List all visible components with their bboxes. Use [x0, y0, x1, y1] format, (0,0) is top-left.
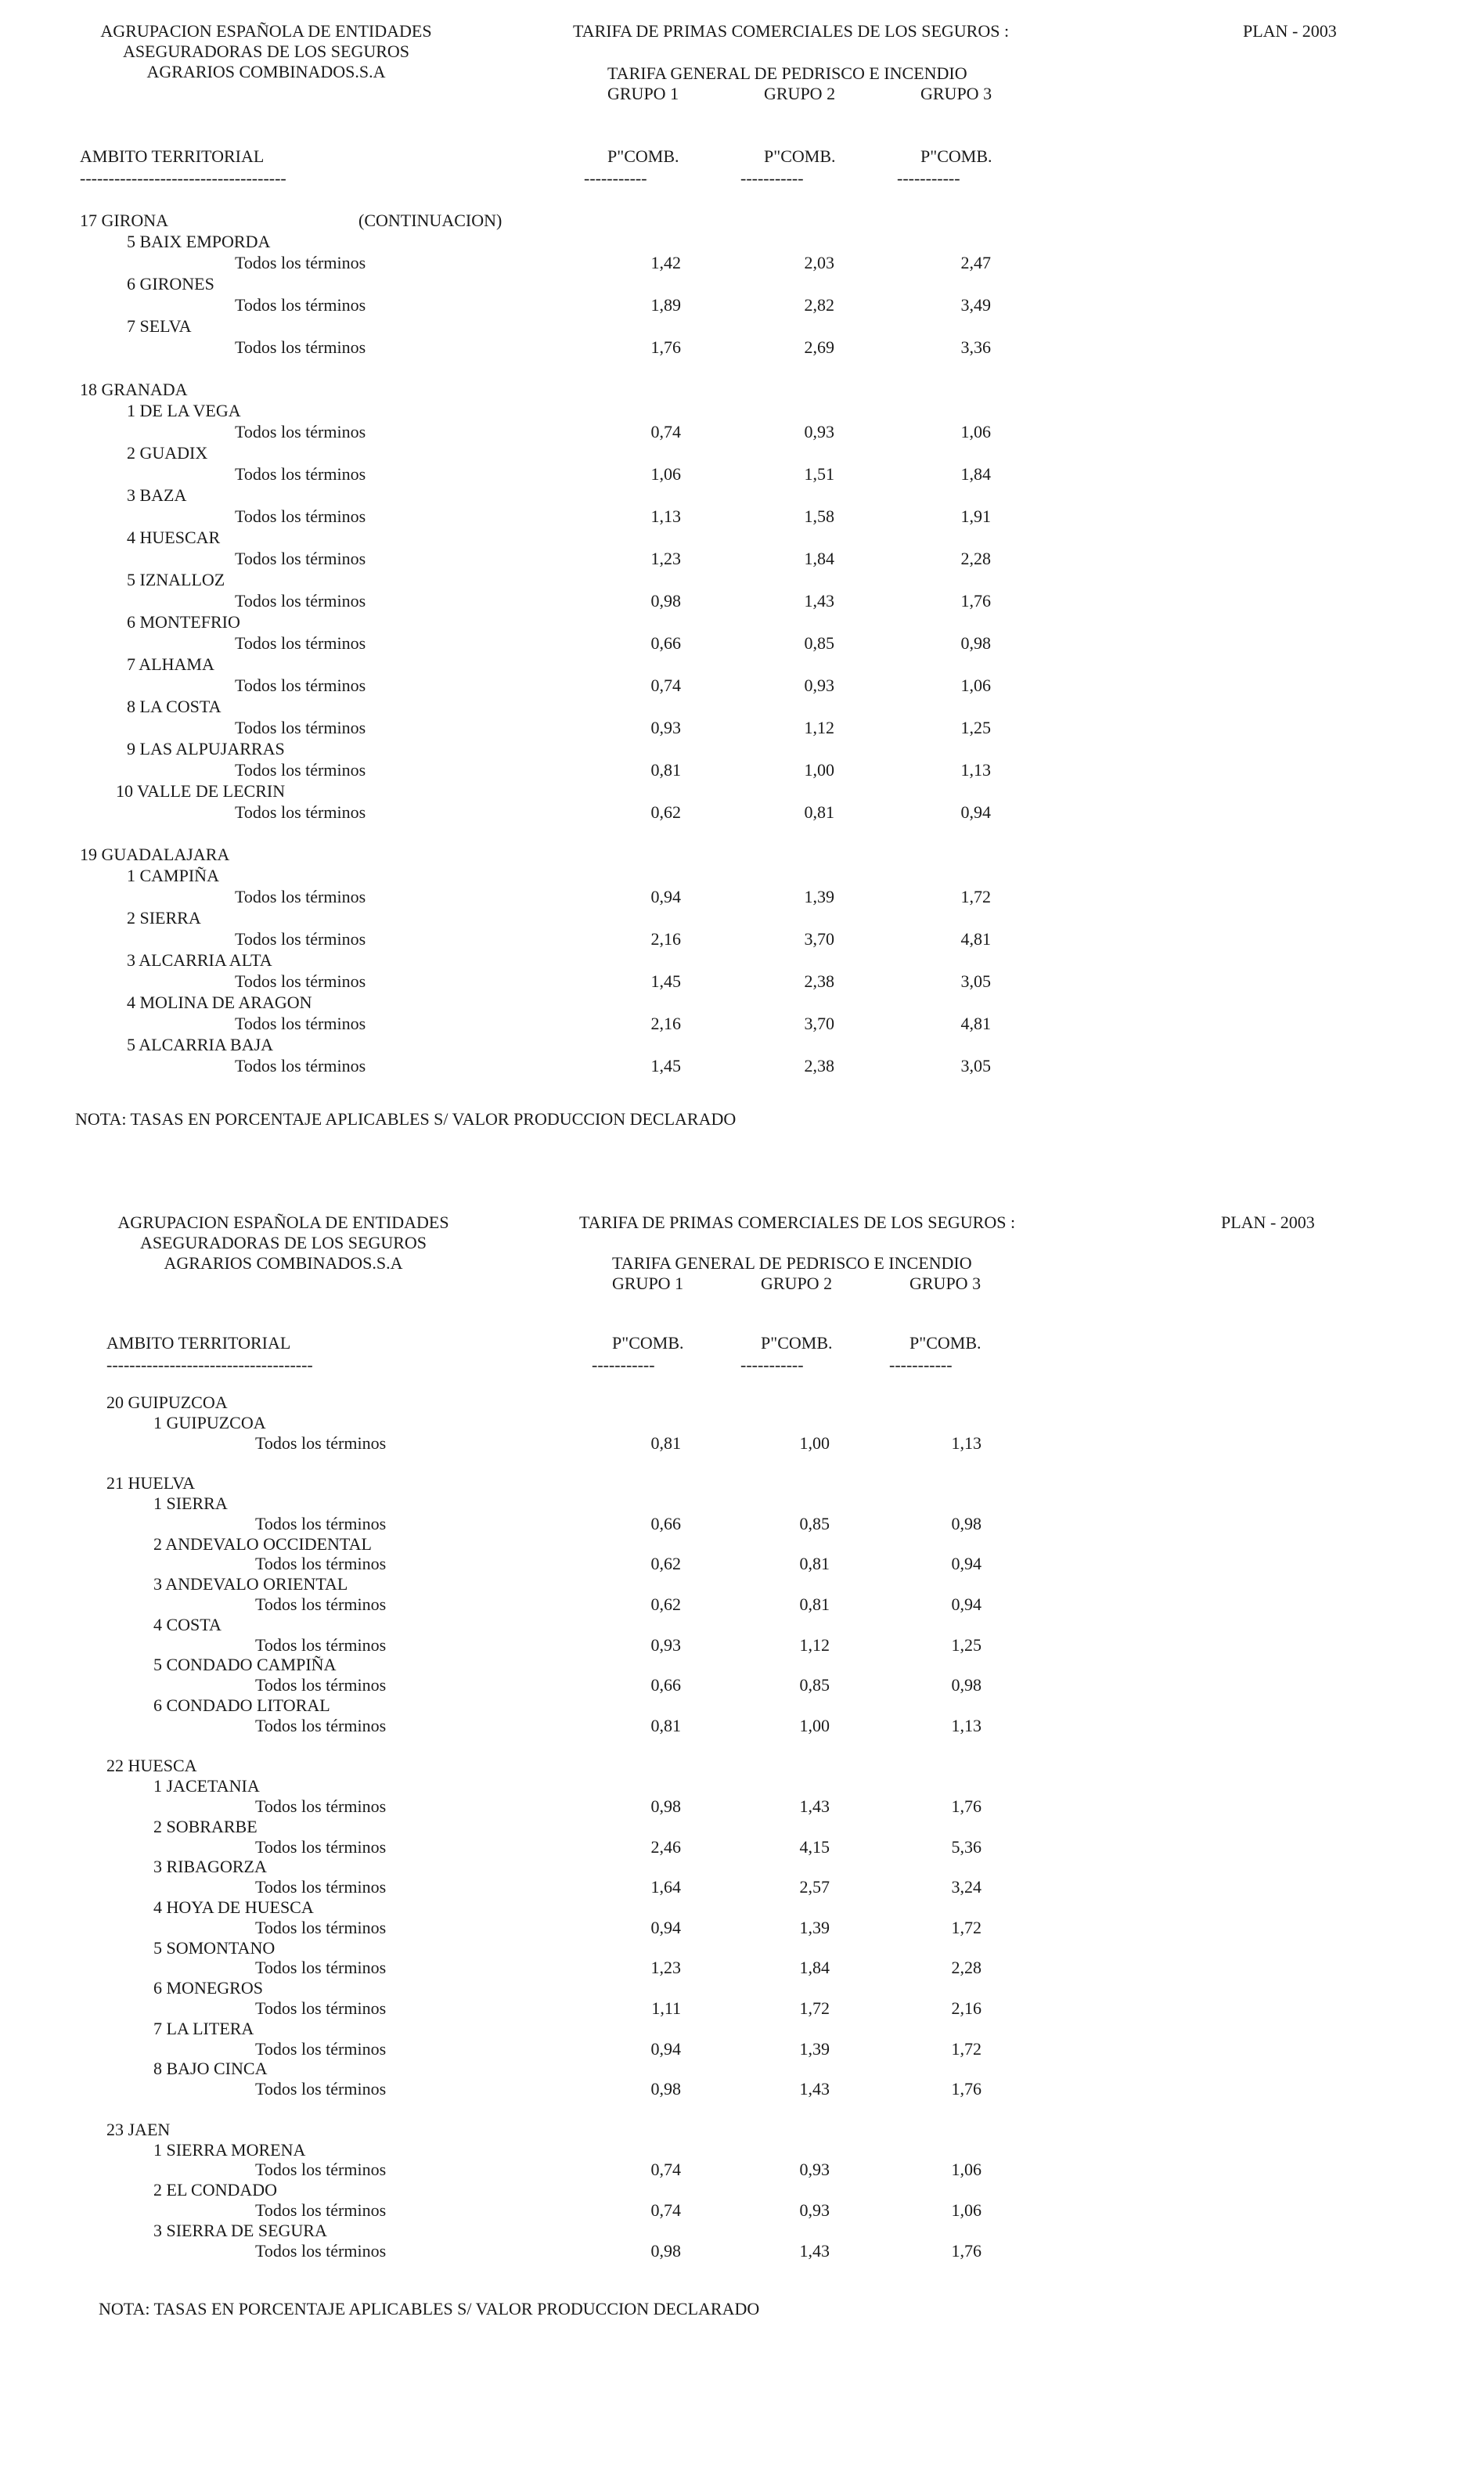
rate-grupo-3: 1,06 [951, 2160, 982, 2180]
rate-grupo-2: 1,39 [799, 2038, 830, 2059]
comarca-label: 1 GUIPUZCOA [153, 1412, 266, 1432]
province-label: 17 GIRONA [80, 211, 169, 230]
term-label: Todos los términos [235, 549, 366, 568]
term-label: Todos los términos [255, 2038, 387, 2059]
rate-grupo-1: 0,93 [650, 1634, 681, 1655]
group-3-label: GRUPO 3 [909, 1274, 982, 1293]
comarca-label: 3 RIBAGORZA [153, 1857, 267, 1877]
rate-grupo-1: 1,64 [650, 1877, 681, 1897]
rate-grupo-2: 0,93 [804, 422, 834, 441]
column-header-ambito: AMBITO TERRITORIAL [80, 146, 265, 166]
rate-grupo-1: 1,42 [650, 253, 681, 272]
rate-grupo-3: 1,76 [951, 2240, 982, 2261]
rate-grupo-2: 1,43 [799, 1796, 830, 1816]
term-label: Todos los términos [235, 971, 366, 991]
rate-grupo-2: 0,93 [804, 676, 834, 695]
rate-grupo-2: 2,69 [804, 337, 834, 357]
footnote: NOTA: TASAS EN PORCENTAJE APLICABLES S/ VALOR PRODUCCION DECLARADO [75, 1109, 737, 1129]
rate-grupo-2: 1,00 [804, 760, 834, 780]
term-label: Todos los términos [235, 760, 366, 780]
org-name-line1: AGRUPACION ESPAÑOLA DE ENTIDADES [117, 1212, 449, 1232]
group-1-label: GRUPO 1 [607, 84, 679, 103]
rate-grupo-3: 0,94 [951, 1554, 982, 1574]
rate-grupo-3: 1,91 [960, 506, 991, 526]
comarca-label: 4 MOLINA DE ARAGON [127, 993, 312, 1012]
term-label: Todos los términos [255, 1513, 387, 1533]
comarca-label: 8 LA COSTA [127, 697, 222, 716]
rate-grupo-2: 2,03 [804, 253, 834, 272]
rate-grupo-3: 3,36 [960, 337, 991, 357]
rate-grupo-1: 0,81 [650, 760, 681, 780]
plan-label: PLAN - 2003 [1221, 1212, 1315, 1232]
term-label: Todos los términos [235, 295, 366, 315]
continuation-label: (CONTINUACION) [358, 211, 502, 230]
term-label: Todos los términos [255, 1634, 387, 1655]
group-2-label: GRUPO 2 [761, 1274, 833, 1293]
term-label: Todos los términos [255, 1675, 387, 1695]
rate-grupo-2: 4,15 [799, 1836, 830, 1857]
org-name-line3: AGRARIOS COMBINADOS.S.A [146, 62, 386, 81]
province-label: 18 GRANADA [80, 380, 188, 399]
term-label: Todos los términos [255, 1715, 387, 1735]
comarca-label: 1 CAMPIÑA [127, 866, 219, 885]
rate-grupo-1: 0,62 [650, 1594, 681, 1614]
plan-label: PLAN - 2003 [1243, 21, 1337, 41]
comarca-label: 3 SIERRA DE SEGURA [153, 2220, 327, 2240]
comarca-label: 5 IZNALLOZ [127, 570, 225, 589]
comarca-label: 1 DE LA VEGA [127, 401, 241, 420]
header-divider-g3: ----------- [897, 169, 960, 188]
term-label: Todos los términos [235, 676, 366, 695]
rate-grupo-2: 1,43 [799, 2240, 830, 2261]
term-label: Todos los términos [255, 1877, 387, 1897]
rate-grupo-1: 0,66 [650, 1675, 681, 1695]
term-label: Todos los términos [235, 1014, 366, 1033]
rate-grupo-2: 0,85 [804, 633, 834, 653]
rate-grupo-2: 0,85 [799, 1513, 830, 1533]
rate-grupo-1: 0,66 [650, 633, 681, 653]
rate-grupo-3: 0,98 [951, 1675, 982, 1695]
rate-grupo-2: 1,72 [799, 1998, 830, 2018]
rate-grupo-3: 4,81 [960, 1014, 991, 1033]
rate-grupo-3: 1,84 [960, 464, 991, 484]
term-label: Todos los términos [255, 2200, 387, 2220]
rate-grupo-1: 0,98 [650, 1796, 681, 1816]
tariff-title: TARIFA DE PRIMAS COMERCIALES DE LOS SEGUROS : [573, 21, 1010, 41]
rate-grupo-1: 0,94 [650, 1917, 681, 1937]
rate-grupo-3: 4,81 [960, 929, 991, 949]
rate-grupo-3: 1,13 [951, 1715, 982, 1735]
rate-grupo-2: 1,39 [799, 1917, 830, 1937]
rate-grupo-2: 1,43 [799, 2079, 830, 2099]
header-divider-long: ------------------------------------ [80, 169, 286, 188]
comarca-label: 2 SOBRARBE [153, 1816, 258, 1836]
term-label: Todos los términos [235, 422, 366, 441]
rate-grupo-1: 0,62 [650, 802, 681, 822]
comarca-label: 6 MONEGROS [153, 1978, 263, 1998]
rate-grupo-2: 1,12 [799, 1634, 830, 1655]
org-name-line1: AGRUPACION ESPAÑOLA DE ENTIDADES [100, 21, 432, 41]
comarca-label: 5 CONDADO CAMPIÑA [153, 1655, 337, 1675]
header-divider-g3: ----------- [889, 1356, 953, 1375]
rate-grupo-2: 1,84 [804, 549, 834, 568]
header-divider-g2: ----------- [740, 1356, 804, 1375]
org-name-line3: AGRARIOS COMBINADOS.S.A [164, 1253, 403, 1273]
rate-grupo-1: 1,13 [650, 506, 681, 526]
group-1-label: GRUPO 1 [612, 1274, 684, 1293]
rate-grupo-1: 0,93 [650, 718, 681, 737]
rate-grupo-1: 1,06 [650, 464, 681, 484]
comarca-label: 4 COSTA [153, 1614, 222, 1634]
rate-grupo-2: 1,51 [804, 464, 834, 484]
rate-grupo-3: 1,06 [951, 2200, 982, 2220]
rate-grupo-3: 1,72 [951, 1917, 982, 1937]
rate-grupo-2: 1,84 [799, 1958, 830, 1978]
group-2-label: GRUPO 2 [764, 84, 836, 103]
term-label: Todos los términos [235, 887, 366, 906]
term-label: Todos los términos [235, 1056, 366, 1075]
comarca-label: 7 LA LITERA [153, 2018, 254, 2038]
rate-grupo-3: 1,76 [951, 2079, 982, 2099]
rate-grupo-3: 3,49 [960, 295, 991, 315]
rate-grupo-3: 1,25 [960, 718, 991, 737]
rate-grupo-3: 0,98 [960, 633, 991, 653]
term-label: Todos los términos [255, 1998, 387, 2018]
rate-grupo-2: 0,81 [799, 1594, 830, 1614]
term-label: Todos los términos [255, 1796, 387, 1816]
rate-grupo-1: 1,45 [650, 1056, 681, 1075]
column-header-g3: P"COMB. [920, 146, 992, 166]
rate-grupo-2: 1,12 [804, 718, 834, 737]
rate-grupo-1: 0,81 [650, 1715, 681, 1735]
rate-grupo-3: 1,72 [960, 887, 991, 906]
org-name-line2: ASEGURADORAS DE LOS SEGUROS [139, 1233, 427, 1252]
rate-grupo-3: 2,16 [951, 1998, 982, 2018]
rate-grupo-3: 0,98 [951, 1513, 982, 1533]
rate-grupo-2: 2,57 [799, 1877, 830, 1897]
comarca-label: 3 BAZA [127, 485, 187, 505]
term-label: Todos los términos [255, 1836, 387, 1857]
comarca-label: 7 ALHAMA [127, 654, 214, 674]
tariff-subtitle: TARIFA GENERAL DE PEDRISCO E INCENDIO [607, 63, 967, 83]
province-label: 19 GUADALAJARA [80, 845, 230, 864]
rate-grupo-3: 1,06 [960, 676, 991, 695]
rate-grupo-1: 1,23 [650, 549, 681, 568]
rate-grupo-1: 2,16 [650, 1014, 681, 1033]
rate-grupo-3: 1,13 [960, 760, 991, 780]
term-label: Todos los términos [255, 1554, 387, 1574]
rate-grupo-2: 2,38 [804, 1056, 834, 1075]
comarca-label: 5 BAIX EMPORDA [127, 232, 271, 251]
province-label: 20 GUIPUZCOA [106, 1393, 228, 1412]
comarca-label: 5 ALCARRIA BAJA [127, 1035, 274, 1054]
rate-grupo-2: 1,43 [804, 591, 834, 611]
term-label: Todos los términos [235, 253, 366, 272]
rate-grupo-1: 0,74 [650, 676, 681, 695]
rate-grupo-3: 2,28 [951, 1958, 982, 1978]
rate-grupo-2: 2,38 [804, 971, 834, 991]
rate-grupo-2: 0,93 [799, 2200, 830, 2220]
comarca-label: 2 GUADIX [127, 443, 208, 463]
term-label: Todos los términos [255, 1594, 387, 1614]
rate-grupo-1: 0,66 [650, 1513, 681, 1533]
comarca-label: 3 ANDEVALO ORIENTAL [153, 1574, 348, 1594]
comarca-label: 6 GIRONES [127, 274, 214, 294]
rate-grupo-2: 0,81 [799, 1554, 830, 1574]
rate-grupo-2: 1,00 [799, 1715, 830, 1735]
footnote: NOTA: TASAS EN PORCENTAJE APLICABLES S/ VALOR PRODUCCION DECLARADO [99, 2299, 760, 2318]
comarca-label: 10 VALLE DE LECRIN [116, 781, 286, 801]
term-label: Todos los términos [235, 506, 366, 526]
rate-grupo-3: 1,06 [960, 422, 991, 441]
comarca-label: 2 EL CONDADO [153, 2180, 278, 2200]
rate-grupo-2: 0,85 [799, 1675, 830, 1695]
rate-grupo-3: 1,13 [951, 1432, 982, 1453]
rate-grupo-1: 0,74 [650, 2200, 681, 2220]
rate-grupo-1: 1,76 [650, 337, 681, 357]
term-label: Todos los términos [255, 1958, 387, 1978]
term-label: Todos los términos [255, 2079, 387, 2099]
comarca-label: 8 BAJO CINCA [153, 2059, 268, 2079]
rate-grupo-3: 1,25 [951, 1634, 982, 1655]
comarca-label: 4 HOYA DE HUESCA [153, 1897, 314, 1917]
comarca-label: 3 ALCARRIA ALTA [127, 950, 272, 970]
rate-grupo-3: 0,94 [951, 1594, 982, 1614]
province-label: 21 HUELVA [106, 1473, 196, 1493]
rate-grupo-1: 1,45 [650, 971, 681, 991]
comarca-label: 6 CONDADO LITORAL [153, 1695, 330, 1715]
rate-grupo-2: 0,81 [804, 802, 834, 822]
rate-grupo-2: 2,82 [804, 295, 834, 315]
rate-grupo-2: 0,93 [799, 2160, 830, 2180]
rate-grupo-1: 1,23 [650, 1958, 681, 1978]
column-header-g2: P"COMB. [764, 146, 836, 166]
header-divider-g1: ----------- [584, 169, 647, 188]
rate-grupo-1: 1,11 [651, 1998, 681, 2018]
rate-grupo-1: 0,94 [650, 2038, 681, 2059]
comarca-label: 2 SIERRA [127, 908, 201, 928]
rate-grupo-3: 0,94 [960, 802, 991, 822]
rate-grupo-1: 2,46 [650, 1836, 681, 1857]
term-label: Todos los términos [255, 1432, 387, 1453]
column-header-g1: P"COMB. [607, 146, 679, 166]
term-label: Todos los términos [235, 337, 366, 357]
rate-grupo-1: 0,98 [650, 2079, 681, 2099]
rate-grupo-3: 3,24 [951, 1877, 982, 1897]
rate-grupo-1: 0,94 [650, 887, 681, 906]
comarca-label: 5 SOMONTANO [153, 1937, 276, 1958]
tariff-title: TARIFA DE PRIMAS COMERCIALES DE LOS SEGUROS : [579, 1212, 1016, 1232]
column-header-ambito: AMBITO TERRITORIAL [106, 1333, 291, 1353]
column-header-g3: P"COMB. [909, 1333, 982, 1353]
rate-grupo-1: 0,98 [650, 591, 681, 611]
rate-grupo-2: 3,70 [804, 1014, 834, 1033]
comarca-label: 4 HUESCAR [127, 528, 221, 547]
rate-grupo-1: 0,62 [650, 1554, 681, 1574]
rate-grupo-2: 1,00 [799, 1432, 830, 1453]
province-label: 23 JAEN [106, 2119, 171, 2139]
comarca-label: 1 JACETANIA [153, 1776, 260, 1796]
group-3-label: GRUPO 3 [920, 84, 992, 103]
rate-grupo-1: 0,81 [650, 1432, 681, 1453]
rate-grupo-3: 3,05 [960, 1056, 991, 1075]
term-label: Todos los términos [235, 633, 366, 653]
term-label: Todos los términos [255, 2240, 387, 2261]
rate-grupo-2: 1,58 [804, 506, 834, 526]
comarca-label: 1 SIERRA [153, 1493, 228, 1513]
term-label: Todos los términos [235, 718, 366, 737]
province-label: 22 HUESCA [106, 1756, 197, 1776]
column-header-g1: P"COMB. [612, 1333, 684, 1353]
comarca-label: 9 LAS ALPUJARRAS [127, 739, 285, 758]
comarca-label: 7 SELVA [127, 316, 192, 336]
term-label: Todos los términos [235, 929, 366, 949]
rate-grupo-1: 0,74 [650, 2160, 681, 2180]
term-label: Todos los términos [255, 2160, 387, 2180]
org-name-line2: ASEGURADORAS DE LOS SEGUROS [122, 41, 410, 61]
rate-grupo-1: 2,16 [650, 929, 681, 949]
rate-grupo-1: 0,98 [650, 2240, 681, 2261]
rate-grupo-3: 2,47 [960, 253, 991, 272]
tariff-subtitle: TARIFA GENERAL DE PEDRISCO E INCENDIO [612, 1253, 972, 1273]
rate-grupo-1: 0,74 [650, 422, 681, 441]
rate-grupo-1: 1,89 [650, 295, 681, 315]
rate-grupo-2: 1,39 [804, 887, 834, 906]
rate-grupo-3: 2,28 [960, 549, 991, 568]
term-label: Todos los términos [235, 464, 366, 484]
comarca-label: 2 ANDEVALO OCCIDENTAL [153, 1533, 372, 1554]
header-divider-long: ------------------------------------ [106, 1356, 313, 1375]
rate-grupo-3: 3,05 [960, 971, 991, 991]
header-divider-g1: ----------- [592, 1356, 655, 1375]
comarca-label: 6 MONTEFRIO [127, 612, 240, 632]
rate-grupo-2: 3,70 [804, 929, 834, 949]
header-divider-g2: ----------- [740, 169, 804, 188]
rate-grupo-3: 1,72 [951, 2038, 982, 2059]
term-label: Todos los términos [255, 1917, 387, 1937]
rate-grupo-3: 1,76 [951, 1796, 982, 1816]
term-label: Todos los términos [235, 591, 366, 611]
term-label: Todos los términos [235, 802, 366, 822]
column-header-g2: P"COMB. [761, 1333, 833, 1353]
rate-grupo-3: 5,36 [951, 1836, 982, 1857]
rate-grupo-3: 1,76 [960, 591, 991, 611]
comarca-label: 1 SIERRA MORENA [153, 2139, 306, 2160]
